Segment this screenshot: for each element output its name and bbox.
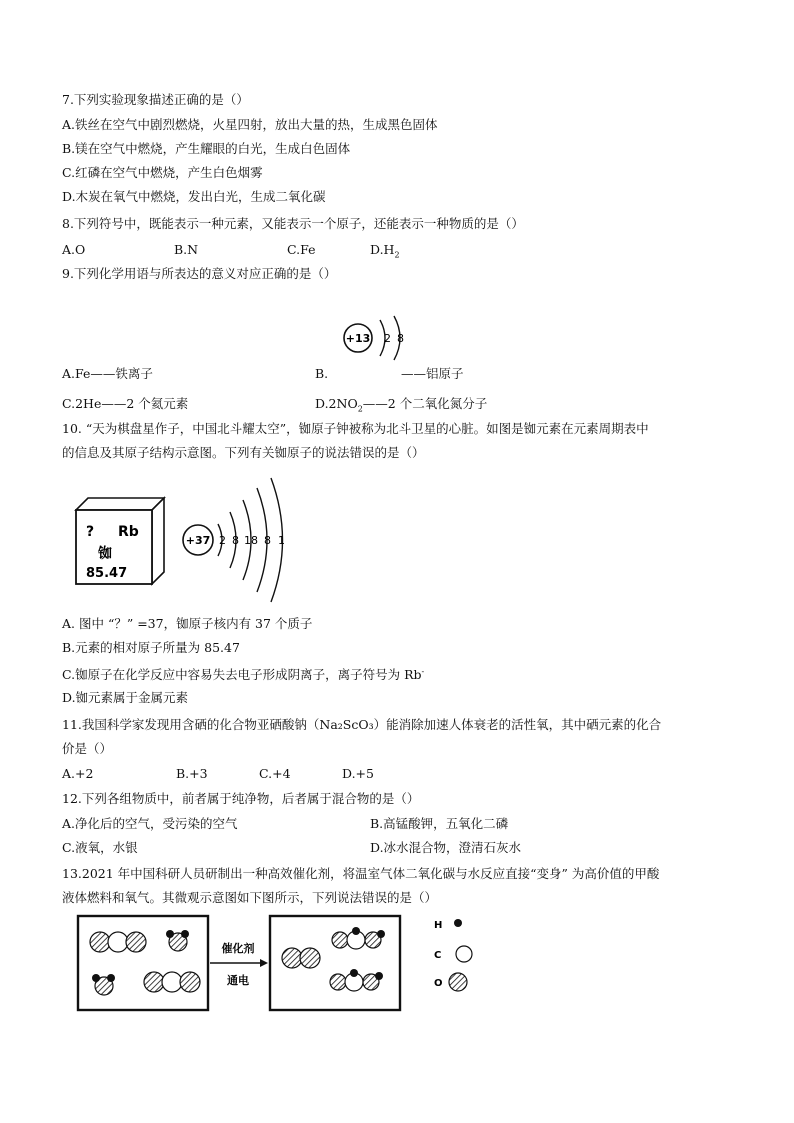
rubidium-element-card: [72, 496, 168, 588]
rubidium-atom-diagram: [180, 474, 300, 604]
q9-option-b-text: ——铝原子: [401, 366, 464, 381]
legend-h-label: H: [434, 920, 443, 931]
q9-option-c: C.2He——2 个氦元素: [62, 396, 189, 411]
legend-o-label: O: [434, 978, 443, 989]
rb-shell-3: 18: [244, 534, 258, 547]
q12-option-d: D.冰水混合物，澄清石灰水: [370, 840, 522, 855]
rb-shell-1: 2: [219, 534, 226, 547]
q7-stem: 7.下列实验现象描述正确的是（）: [62, 92, 249, 107]
co2-molecule: [144, 972, 200, 992]
q8-option-b: B.N: [174, 242, 199, 257]
reaction-microscopic-diagram: [70, 912, 490, 1016]
q12-option-a: A.净化后的空气，受污染的空气: [62, 816, 238, 831]
rb-nucleus-label: +37: [185, 534, 211, 547]
q11-stem-line1: 11.我国科学家发现用含硒的化合物亚硒酸钠（Na₂ScO₃）能消除加速人体衰老的活性氧，其中硒元素的化合: [62, 717, 662, 732]
rb-shell-5: 1: [278, 534, 285, 547]
q10-stem-line2: 的信息及其原子结构示意图。下列有关铷原子的说法错误的是（）: [62, 445, 425, 460]
legend-o-atom: [449, 973, 467, 991]
q12-option-b: B.高锰酸钾，五氧化二磷: [370, 816, 509, 831]
q12-option-c: C.液氧，水银: [62, 840, 138, 855]
al-nucleus-label: +13: [345, 332, 371, 345]
q11-option-c: C.+4: [259, 766, 291, 781]
q8-option-a: A.O: [62, 242, 86, 257]
rb-mass: 85.47: [86, 566, 128, 581]
q10-option-c: C.铷原子在化学反应中容易失去电子形成阴离子，离子符号为 Rb-: [62, 667, 425, 683]
rb-name: 铷: [98, 546, 112, 562]
q10-stem-line1: 10. “天为棋盘星作子，中国北斗耀太空”，铷原子钟被称为北斗卫星的心脏。如图是铷元素在元素周期表中: [62, 421, 649, 436]
rb-shell-2: 8: [232, 534, 239, 547]
q9-option-d: $D.2NO_2——2$ 个二氧化氮分子: [315, 396, 488, 414]
legend-c-label: C: [434, 950, 442, 961]
rb-symbol: Rb: [118, 524, 139, 540]
q11-option-d: D.+5: [342, 766, 374, 781]
q8-option-c: C.Fe: [287, 242, 316, 257]
q7-option-b: B.镁在空气中燃烧，产生耀眼的白光，生成白色固体: [62, 141, 351, 156]
co2-molecule: [90, 932, 146, 952]
al-shell-2: 8: [397, 332, 404, 345]
q11-option-b: B.+3: [176, 766, 208, 781]
rb-shell-4: 8: [264, 534, 271, 547]
legend-c-atom: [456, 946, 472, 962]
q9-option-a: A.Fe——铁离子: [62, 366, 153, 381]
rb-atomic-number: ?: [86, 524, 95, 540]
q10-option-a: A. 图中 “？” =37，铷原子核内有 37 个质子: [62, 616, 313, 631]
q12-stem: 12.下列各组物质中，前者属于纯净物，后者属于混合物的是（）: [62, 791, 420, 806]
q9-option-b: B.: [315, 366, 329, 381]
q8-option-d: $D.H_2$: [370, 242, 400, 260]
al-shell-1: 2: [384, 332, 391, 345]
arrow-catalyst-label: 催化剂: [221, 942, 255, 955]
q11-stem-line2: 价是（）: [62, 741, 113, 756]
q11-option-a: A.+2: [62, 766, 94, 781]
q8-stem: 8.下列符号中，既能表示一种元素，又能表示一个原子，还能表示一种物质的是（）: [62, 216, 524, 231]
q9-stem: 9.下列化学用语与所表达的意义对应正确的是（）: [62, 266, 337, 281]
q13-stem-line1: 13.2021 年中国科研人员研制出一种高效催化剂，将温室气体二氧化碳与水反应直接“变身” 为高价值的甲酸: [62, 866, 660, 881]
arrow-electricity-label: 通电: [227, 974, 249, 987]
q13-stem-line2: 液体燃料和氧气。其微观示意图如下图所示，下列说法错误的是（）: [62, 890, 438, 905]
aluminum-atom-diagram: [342, 312, 414, 368]
q7-option-d: D.木炭在氧气中燃烧，发出白光，生成二氧化碳: [62, 189, 326, 204]
legend-h-atom: [454, 919, 462, 927]
q7-option-a: A.铁丝在空气中剧烈燃烧，火星四射，放出大量的热，生成黑色固体: [62, 117, 438, 132]
reactants-box: [78, 916, 208, 1010]
q10-option-d: D.铷元素属于金属元素: [62, 690, 189, 705]
q7-option-c: C.红磷在空气中燃烧，产生白色烟雾: [62, 165, 263, 180]
q10-option-b: B.元素的相对原子所量为 85.47: [62, 640, 240, 655]
